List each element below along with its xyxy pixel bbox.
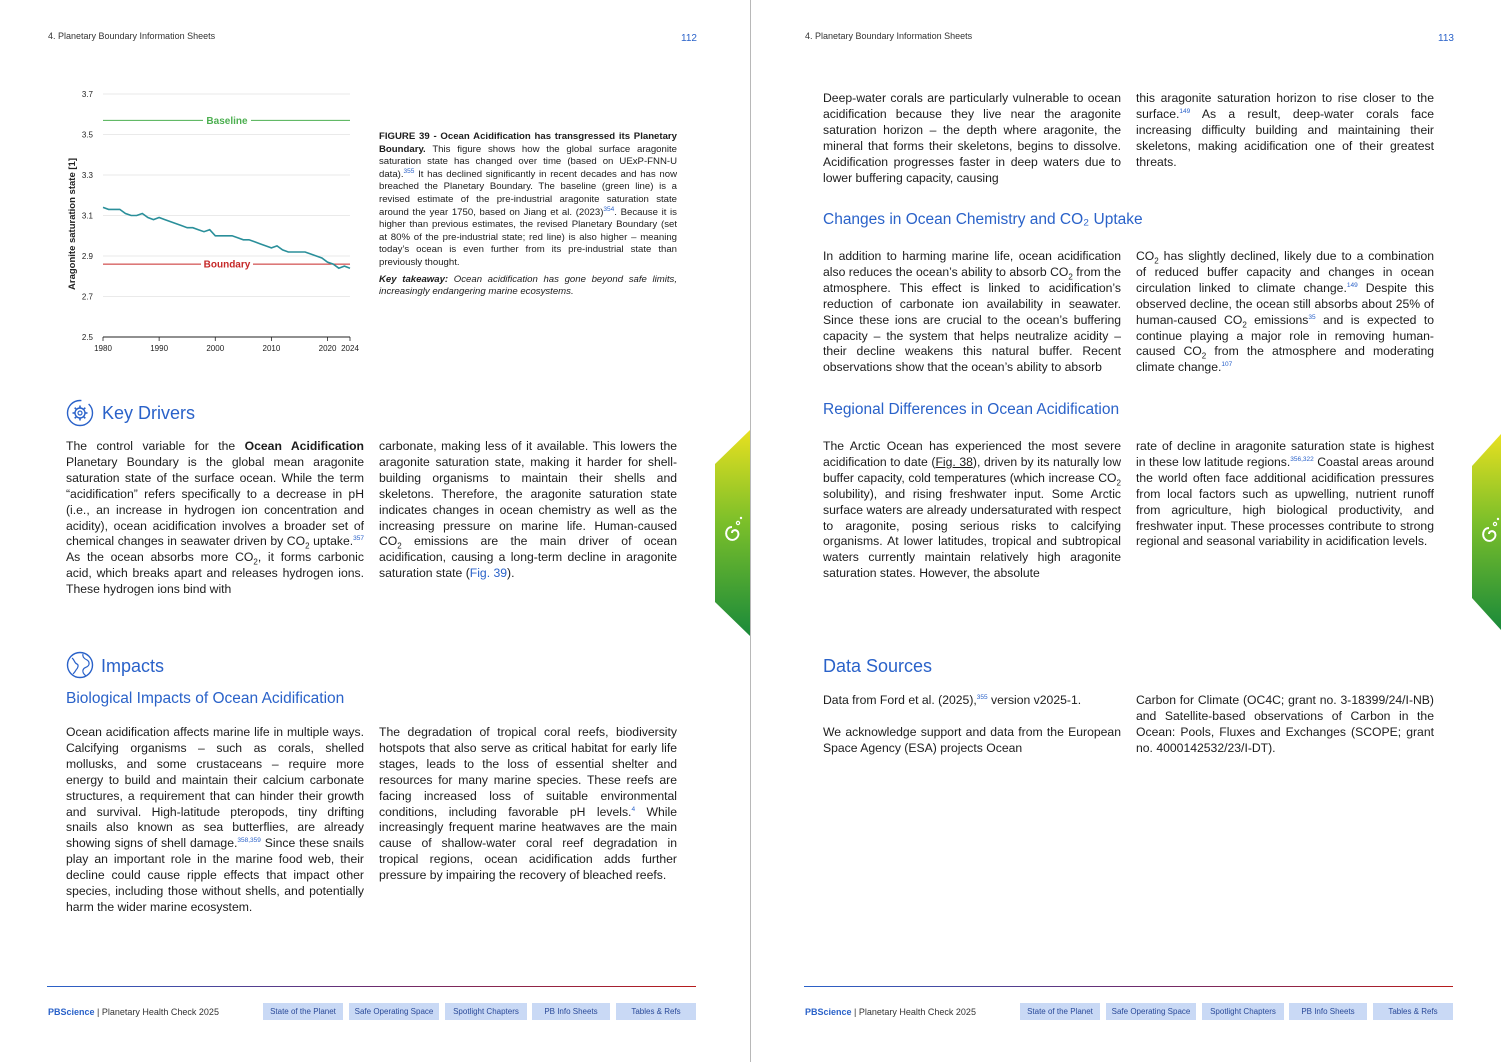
nav-tables-refs[interactable]: Tables & Refs <box>1373 1003 1453 1020</box>
data-sources-heading: Data Sources <box>823 656 933 676</box>
baseline-label: Baseline <box>206 115 248 127</box>
y-tick-label: 3.1 <box>81 211 93 221</box>
x-tick-label: 2024 <box>341 344 359 353</box>
x-tick-label: 1990 <box>150 344 169 353</box>
running-header: 4. Planetary Boundary Information Sheets <box>48 31 216 41</box>
citation-ref[interactable]: 358,359 <box>237 837 261 845</box>
x-tick-label: 2020 <box>318 344 337 353</box>
citation-ref[interactable]: 4 <box>631 805 636 813</box>
figure-caption: FIGURE 39 - Ocean Acidification has transgressed its Planetary Boundary. This figure shows how the global surface aragonite saturation state has changed over time (based on UExP-FNN-U data).$^{355}$ It has declined significantly in recent decades and has now breached the Planetary Boundary. The baseline (green line) is a revised estimate of the pre-industrial aragonite saturation state around the year 1750, based on Jiang et al. $(2023)^{354}$. Because it is higher than previous estimates, the revised Planetary Boundary (set at 80% of the pre-industrial state; red line) is also higher – meaning today’s ocean is even further from its pre-industrial state than previously thought. Key takeaway: Ocean acidification has gone beyond safe limits, increasingly endangering marine ecosystems. <box>379 131 677 298</box>
x-tick-label: 2010 <box>262 344 281 353</box>
right-page <box>751 0 1501 1062</box>
footer-brand: PBScience | Planetary Health Check 2025 <box>48 1007 219 1017</box>
biological-impacts-heading: Biological Impacts of Ocean Acidification <box>66 690 345 707</box>
key-drivers-col-1: The control variable for the Ocean Acidification Planetary Boundary is the global mean aragonite saturation state of the surface ocean. While the term “acidification” refers specifically to a decrease in pH (i.e., an increase in hydrogen ion concentration and acidity), ocean acidification involves a broader set of chemical changes in seawater driven by $CO_2$ uptake.$^{357}$ As the ocean absorbs more $CO_2$, it forms carbonic acid, which breaks apart and releases hydrogen ions. These hydrogen ions bind with <box>66 439 365 597</box>
citation-ref[interactable]: 35 <box>1308 313 1316 321</box>
intro-col-2: this aragonite saturation horizon to rise closer to the surface.$^{149}$ As a result, deep-water corals face increasing difficulty building and maintaining their skeletons, making acidification one of their greatest threats. <box>1136 91 1434 169</box>
running-header: 4. Planetary Boundary Information Sheets <box>805 31 973 41</box>
boundary-label: Boundary <box>203 259 251 271</box>
aragonite-chart <box>60 84 370 356</box>
nav-pb-info-sheets[interactable]: PB Info Sheets <box>532 1003 610 1020</box>
nav-safe-operating-space[interactable]: Safe Operating Space <box>1106 1003 1196 1020</box>
y-tick-label: 2.7 <box>81 292 93 302</box>
page-number: 112 <box>681 33 697 44</box>
impacts-col-2: The degradation of tropical coral reefs, biodiversity hotspots that also serve as critical habitat for early life stages, leads to the loss of essential shelter and resources for many marine species. These reefs are facing increased loss of suitable environmental conditions, including favorable pH levels.$^4$ While increasingly frequent marine heatwaves are the main cause of shallow-water coral reef degradation in tropical regions, ocean acidification adds further pressure by impairing the recovery of bleached reefs. <box>379 725 677 883</box>
page-number: 113 <box>1438 33 1454 44</box>
y-tick-label: 3.7 <box>81 90 93 99</box>
chemistry-col-2: $CO_2$ has slightly declined, likely due to a combination of reduced buffer capacity and changes in ocean circulation linked to climate change.$^{149}$ Despite this observed decline, the ocean still absorbs about 25% of human-caused $CO_2$ emissions$^{35}$ and is expected to continue playing a major role in removing human-caused $CO_2$ from the atmosphere and moderating climate change.$^{107}$ <box>1136 249 1434 375</box>
nav-spotlight-chapters[interactable]: Spotlight Chapters <box>1202 1003 1284 1020</box>
chemistry-heading: Changes in Ocean Chemistry and CO₂ Uptake <box>823 211 1143 228</box>
chapter-side-tab[interactable] <box>715 430 750 636</box>
chemistry-col-1: In addition to harming marine life, ocean acidification also reduces the ocean’s ability to absorb $CO_2$ from the atmosphere. This effect is linked to acidification’s reduction of carbonate ion availability in seawater. Since these ions are crucial to the ocean’s buffering capacity – the system that helps neutralize acidity – their decline weakens this natural buffer. Recent observations show that the ocean’s ability to absorb <box>823 249 1121 375</box>
citation-ref[interactable]: 355 <box>976 693 988 701</box>
key-drivers-col-2: carbonate, making less of it available. This lowers the aragonite saturation state, making it harder for shell-building organisms to maintain their shells and skeletons. Therefore, the aragonite saturation state indicates changes in ocean chemistry as well as the increasing pressure on marine life. Human-caused $CO_2$ emissions are the main driver of ocean acidification, causing a long-term decline in aragonite saturation state (Fig. 39). <box>379 439 677 581</box>
figure-link[interactable]: Fig. 38 <box>935 454 973 469</box>
citation-ref[interactable]: 355 <box>403 167 415 175</box>
chapter-side-tab[interactable] <box>1472 434 1501 630</box>
regional-col-2: rate of decline in aragonite saturation state is highest in these low latitude regions.$^{356,322}$ Coastal areas around the world often face additional acidification pressures from local factors such as upwelling, nutrient runoff from agriculture, high biological productivity, and freshwater input. These processes contribute to strong regional and seasonal variability in acidification levels. <box>1136 439 1435 549</box>
y-tick-label: 2.5 <box>81 333 93 342</box>
intro-col-1: Deep-water corals are particularly vulnerable to ocean acidification because they live near the aragonite saturation horizon – the depth where aragonite, the mineral that forms their skeletons, begins to dissolve. Acidification progresses faster in deep waters due to lower buffering capacity, causing <box>823 91 1121 185</box>
nav-spotlight-chapters[interactable]: Spotlight Chapters <box>445 1003 527 1020</box>
y-tick-label: 3.3 <box>81 171 93 180</box>
y-tick-label: 2.9 <box>81 252 93 261</box>
citation-ref[interactable]: 149 <box>1179 107 1191 115</box>
y-axis-label: Aragonite saturation state [1] <box>67 158 78 290</box>
globe-icon <box>66 651 94 679</box>
nav-tables-refs[interactable]: Tables & Refs <box>616 1003 696 1020</box>
regional-col-1: The Arctic Ocean has experienced the most severe acidification to date (Fig. 38), driven by its naturally low buffer capacity, cold temperatures (which increase $CO_2$ solubility), and rising freshwater input. Some Arctic surface waters are already undersaturated with respect to aragonite, posing serious risks to calcifying organisms. At lower latitudes, tropical and subtropical waters currently maintain relatively high aragonite saturation states. However, the absolute <box>823 439 1121 581</box>
nav-safe-operating-space[interactable]: Safe Operating Space <box>349 1003 439 1020</box>
citation-ref[interactable]: 107 <box>1221 361 1233 369</box>
gear-cycle-icon <box>66 399 94 427</box>
citation-ref[interactable]: 354 <box>603 205 615 213</box>
footer-brand: PBScience | Planetary Health Check 2025 <box>805 1007 976 1017</box>
data-sources-col-1: Data from Ford et al. (2025),$^{355}$ version v2025-1. We acknowledge support and data from the European Space Agency (ESA) projects Ocean <box>823 693 1121 755</box>
takeaway-label: Key takeaway: <box>379 273 449 285</box>
left-page <box>0 0 750 1062</box>
citation-ref[interactable]: 149 <box>1346 281 1358 289</box>
regional-heading: Regional Differences in Ocean Acidification <box>823 401 1120 418</box>
footer-rule <box>47 986 696 987</box>
x-tick-label: 2000 <box>206 344 225 353</box>
impacts-col-1: Ocean acidification affects marine life in multiple ways. Calcifying organisms – such as corals, shelled mollusks, and some crustaceans – require more energy to build and maintain their calcium carbonate structures, a requirement that can hinder their growth and survival. High-latitude pteropods, tiny drifting snails also known as sea butterflies, are already showing signs of shell damage.$^{358,359}$ Since these snails play an important role in the marine food web, their decline could cause ripple effects that impact other species, including those without shells, and potentially harm the wider marine ecosystem. <box>66 725 364 914</box>
citation-ref[interactable]: 357 <box>353 535 364 543</box>
nav-state-of-the-planet[interactable]: State of the Planet <box>1020 1003 1100 1020</box>
nav-state-of-the-planet[interactable]: State of the Planet <box>263 1003 343 1020</box>
key-drivers-heading: Key Drivers <box>102 403 196 423</box>
footer-rule <box>804 986 1453 987</box>
y-tick-label: 3.5 <box>81 130 93 140</box>
figure-link[interactable]: Fig. 39 <box>469 566 508 581</box>
citation-ref[interactable]: 356,322 <box>1290 455 1314 463</box>
x-tick-label: 1980 <box>94 344 112 353</box>
impacts-heading: Impacts <box>101 656 165 676</box>
nav-pb-info-sheets[interactable]: PB Info Sheets <box>1289 1003 1367 1020</box>
data-sources-col-2: Carbon for Climate (OC4C; grant no. 3-18399/24/I-NB) and Satellite-based observations of Carbon in the Ocean: Pools, Fluxes and Exchanges (SCOPE; grant no. 4000142532/23/I-DT). <box>1136 693 1434 755</box>
caption-title: FIGURE 39 - Ocean Acidification has transgressed its Planetary Boundary. <box>379 131 677 155</box>
